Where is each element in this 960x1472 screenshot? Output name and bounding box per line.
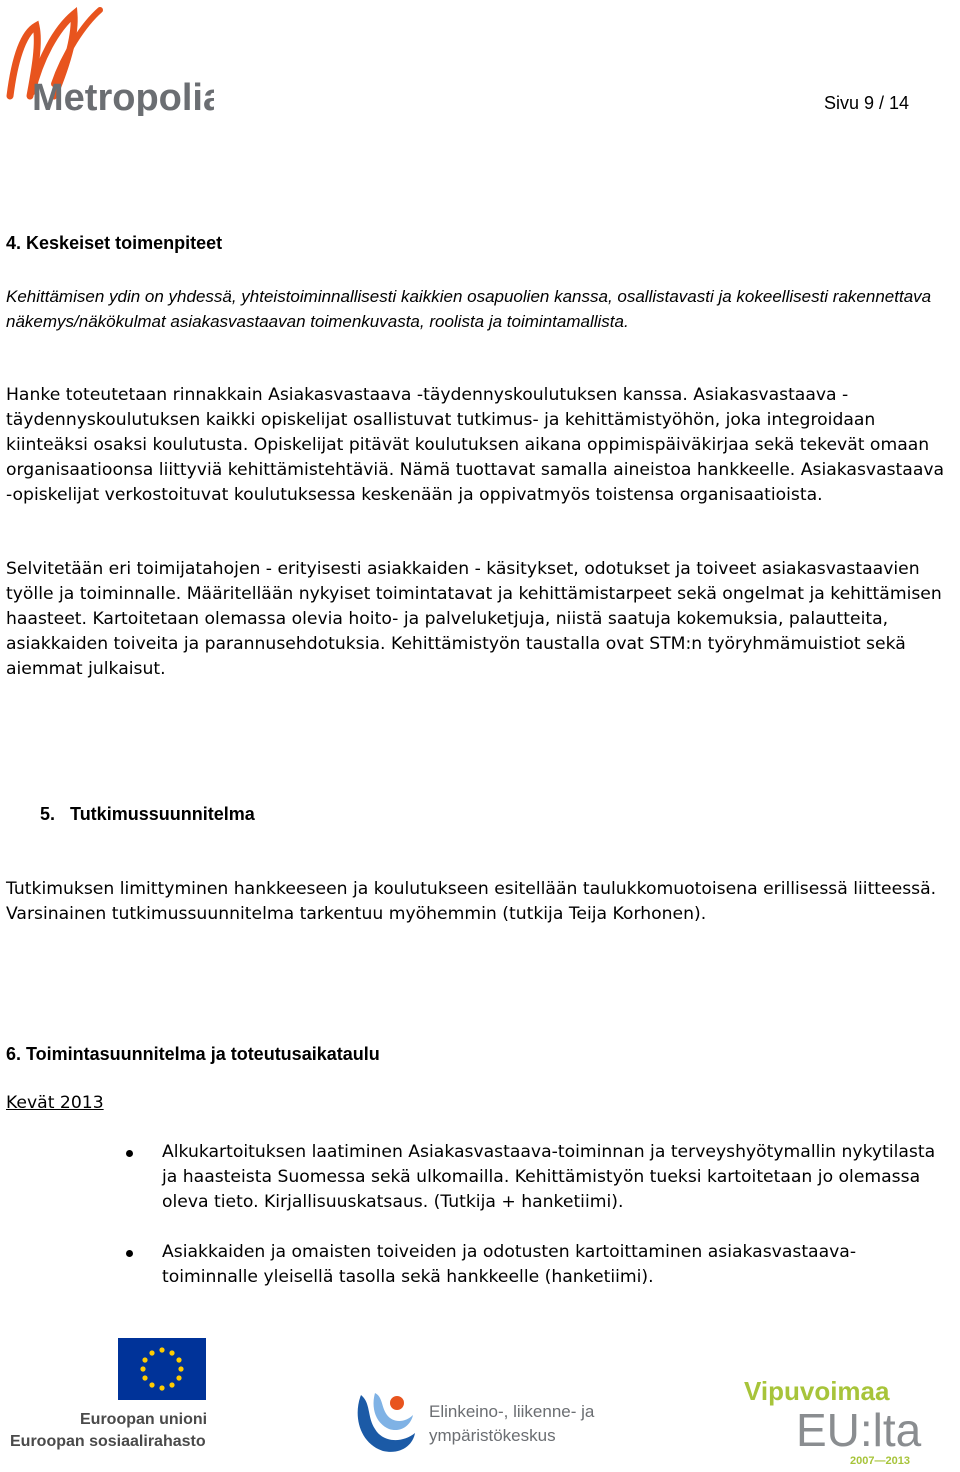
vip-years: 2007—2013 xyxy=(850,1455,910,1467)
ely-line-1: Elinkeino-, liikenne- ja xyxy=(429,1402,595,1421)
vip-line-1: Vipuvoimaa xyxy=(744,1376,890,1406)
ely-emblem-icon xyxy=(353,1385,623,1457)
bullet-icon xyxy=(126,1250,133,1257)
section-4-heading xyxy=(6,233,222,254)
list-item-text: Asiakkaiden ja omaisten toiveiden ja odotusten kartoittaminen asiakasvastaava-toiminnalle yleisellä tasolla sekä hankkeelle (hanketiimi). xyxy=(162,1242,857,1287)
section-4-intro: Kehittämisen ydin on yhdessä, yhteistoiminnallisesti kaikkien osapuolien kanssa, osallistavasti ja kokeellisesti rakennettava näkemys/näkökulmat asiakasvastaavan toimenkuvasta, roolista ja toimintamallista. xyxy=(6,287,932,331)
eu-flag-icon xyxy=(10,1338,210,1453)
list-item xyxy=(120,1240,950,1290)
list-item xyxy=(120,1140,950,1215)
vip-line-2: EU:lta xyxy=(796,1404,922,1456)
metropolia-wordmark: Metropolia xyxy=(32,77,214,116)
section-4-number: 4. xyxy=(6,233,22,253)
page-number: Sivu 9 / 14 xyxy=(823,93,909,113)
bullet-icon xyxy=(126,1150,133,1157)
section-5-paragraph: Tutkimuksen limittyminen hankkeeseen ja koulutukseen esitellään taulukkomuotoisena erillisessä liitteessä. Varsinainen tutkimussuunnitelma tarkentuu myöhemmin (tutkija Teija Korhonen). xyxy=(6,879,937,924)
eu-line-1: Euroopan unioni xyxy=(80,1411,208,1428)
section-4-title: Keskeiset toimenpiteet xyxy=(26,233,223,253)
section-5-heading xyxy=(40,804,255,825)
section-4-paragraph-1: Hanke toteutetaan rinnakkain Asiakasvastaava -täydennyskoulutuksen kanssa. Asiakasvastaava -täydennyskoulutuksen kaikki opiskelijat osallistuvat tutkimus- ja kehittämistyöhön, joka integroidaan kiinteäksi osaksi koulutusta. Opiskelijat pitävät koulutuksen aikana oppimispäiväkirjaa sekä tekevät omaan organisaatioonsa liittyviä kehittämistehtäviä. Nämä tuottavat samalla aineistoa hankkeelle. Asiakasvastaava -opiskelijat verkostoituvat koulutuksessa keskenään ja oppivatmyös toistensa organisaatioista. xyxy=(6,385,945,505)
eu-esf-logo xyxy=(10,1338,210,1453)
section-5-title: Tutkimussuunnitelma xyxy=(70,804,255,824)
eu-line-2: Euroopan sosiaalirahasto xyxy=(10,1433,206,1450)
section-4-paragraph-2: Selvitetään eri toimijatahojen - erityisesti asiakkaiden - käsitykset, odotukset ja toiveet asiakasvastaavien työlle ja toiminnalle. Määritellään nykyiset toimintatavat ja kehittämistarpeet sekä ongelmat ja kehittämisen haasteet. Kartoitetaan olemassa olevia hoito- ja palveluketjuja, niistä saatuja kokemuksia, palautteita, asiakkaiden toiveita ja parannusehdotuksia. Kehittämistyön taustalla ovat STM:n työryhmämuistiot sekä aiemmat julkaisut. xyxy=(6,559,942,679)
vipuvoimaa-logo xyxy=(740,1372,955,1467)
ely-logo xyxy=(353,1385,623,1457)
period-label: Kevät 2013 xyxy=(6,1093,104,1113)
list-item-text: Alkukartoituksen laatiminen Asiakasvastaava-toiminnan ja terveyshyötymallin nykytilasta ja haasteista Suomessa sekä ulkomailla. Kehittämistyön tueksi kartoitetaan jo olemassa oleva tieto. Kirjallisuuskatsaus. (Tutkija + hanketiimi). xyxy=(162,1142,936,1212)
section-6-heading: 6. Toimintasuunnitelma ja toteutusaikataulu xyxy=(6,1044,380,1064)
ely-line-2: ympäristökeskus xyxy=(429,1426,556,1445)
action-list xyxy=(120,1140,950,1315)
metropolia-logo-graphic xyxy=(4,4,214,116)
vipuvoimaa-graphic xyxy=(740,1372,955,1467)
section-5-number: 5. xyxy=(40,804,56,824)
metropolia-logo xyxy=(4,4,214,116)
